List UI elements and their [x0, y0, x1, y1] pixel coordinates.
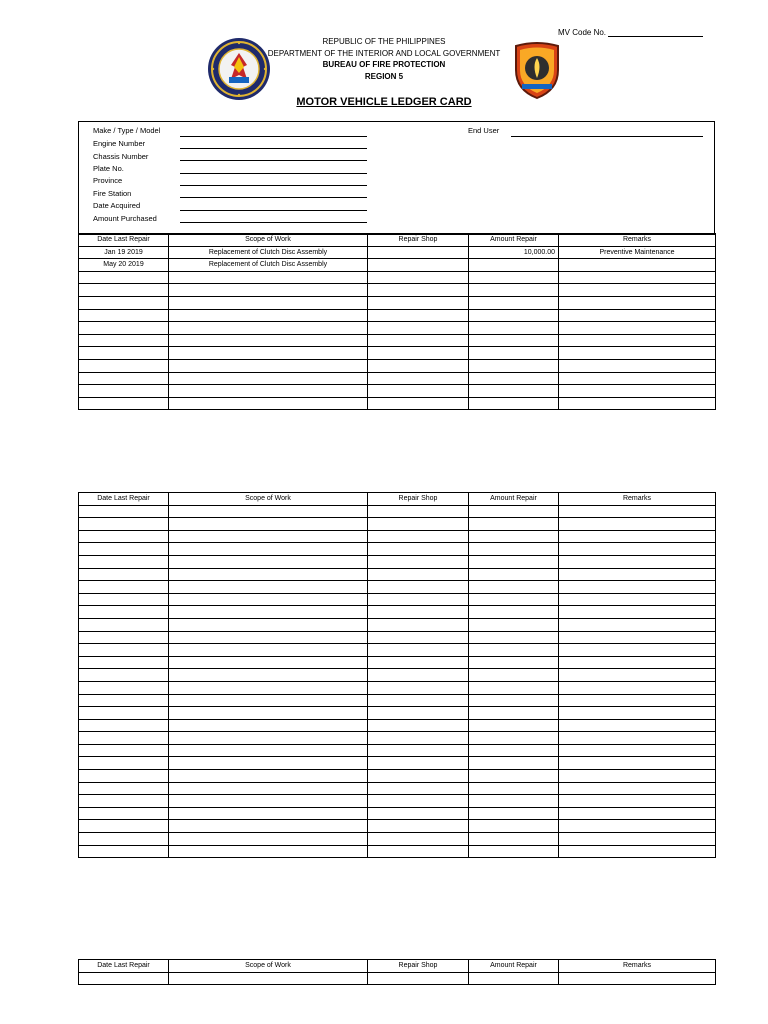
table-row: [79, 694, 716, 707]
table-row: [79, 770, 716, 783]
fire-station-field[interactable]: [180, 197, 367, 198]
repair-shop-cell[interactable]: [368, 581, 469, 594]
repair-date-cell[interactable]: [79, 372, 169, 385]
repair-date-cell[interactable]: [79, 833, 169, 846]
table-row: [79, 833, 716, 846]
table-row: [79, 732, 716, 745]
repair-amount-cell[interactable]: [469, 681, 559, 694]
repair-shop-cell[interactable]: [368, 770, 469, 783]
repair-amount-cell[interactable]: [469, 656, 559, 669]
repair-ledger-table-3: [78, 959, 716, 985]
repair-scope-cell[interactable]: [169, 543, 368, 556]
repair-remarks-cell[interactable]: [559, 694, 716, 707]
repair-shop-cell[interactable]: [368, 271, 469, 284]
repair-scope-cell[interactable]: [169, 606, 368, 619]
repair-date-cell[interactable]: [79, 669, 169, 682]
repair-remarks-cell[interactable]: [559, 833, 716, 846]
repair-date-cell[interactable]: [79, 347, 169, 360]
table-row: [79, 518, 716, 531]
repair-amount-cell[interactable]: [469, 631, 559, 644]
repair-remarks-cell[interactable]: [559, 530, 716, 543]
column-header-date: Date Last Repair: [79, 493, 169, 506]
repair-date-cell[interactable]: [79, 644, 169, 657]
repair-shop-cell[interactable]: [368, 707, 469, 720]
end-user-label: End User: [468, 126, 500, 135]
repair-date-cell[interactable]: [79, 732, 169, 745]
repair-amount-cell[interactable]: [469, 581, 559, 594]
repair-scope-cell[interactable]: [169, 833, 368, 846]
repair-scope-cell[interactable]: [169, 820, 368, 833]
repair-ledger-table-2: [78, 492, 716, 858]
repair-scope-cell[interactable]: [169, 518, 368, 531]
repair-scope-cell[interactable]: [169, 397, 368, 410]
repair-date-cell[interactable]: [79, 757, 169, 770]
repair-amount-cell[interactable]: [469, 505, 559, 518]
repair-remarks-cell[interactable]: [559, 271, 716, 284]
region-line: REGION 5: [364, 72, 404, 81]
repair-shop-cell[interactable]: [368, 518, 469, 531]
repair-scope-cell[interactable]: [169, 568, 368, 581]
repair-remarks-cell[interactable]: [559, 372, 716, 385]
department-line: DEPARTMENT OF THE INTERIOR AND LOCAL GOVERNMENT: [267, 49, 501, 58]
repair-remarks-cell[interactable]: [559, 669, 716, 682]
repair-date-cell[interactable]: [79, 656, 169, 669]
repair-shop-cell[interactable]: [368, 397, 469, 410]
repair-scope-cell[interactable]: [169, 359, 368, 372]
repair-remarks-cell[interactable]: [559, 359, 716, 372]
repair-date-cell[interactable]: [79, 770, 169, 783]
amount-purchased-field[interactable]: [180, 222, 367, 223]
repair-remarks-cell[interactable]: [559, 807, 716, 820]
table-row: [79, 795, 716, 808]
repair-scope-cell[interactable]: [169, 707, 368, 720]
end-user-field[interactable]: [511, 136, 703, 137]
repair-shop-cell[interactable]: [368, 719, 469, 732]
repair-amount-cell[interactable]: [469, 271, 559, 284]
column-header-scope: Scope of Work: [169, 234, 368, 247]
table-row: [79, 246, 716, 259]
repair-scope-cell: Replacement of Clutch Disc Assembly: [169, 246, 368, 259]
repair-scope-cell[interactable]: [169, 309, 368, 322]
repair-shop-cell[interactable]: [368, 732, 469, 745]
repair-amount-cell[interactable]: [469, 593, 559, 606]
repair-shop-cell[interactable]: [368, 359, 469, 372]
repair-amount-cell[interactable]: [469, 795, 559, 808]
repair-amount-cell[interactable]: [469, 296, 559, 309]
repair-amount-cell[interactable]: [469, 669, 559, 682]
table-header-row: [79, 960, 716, 973]
repair-amount-cell[interactable]: [469, 782, 559, 795]
column-header-date: Date Last Repair: [79, 960, 169, 973]
repair-remarks-cell[interactable]: [559, 385, 716, 398]
column-header-shop: Repair Shop: [368, 234, 469, 247]
table-row: [79, 530, 716, 543]
table-row: [79, 757, 716, 770]
repair-remarks-cell[interactable]: [559, 770, 716, 783]
repair-scope-cell[interactable]: [169, 807, 368, 820]
repair-amount-cell[interactable]: [469, 694, 559, 707]
repair-date-cell[interactable]: [79, 972, 169, 985]
repair-date-cell[interactable]: [79, 795, 169, 808]
repair-date-cell[interactable]: [79, 618, 169, 631]
table-row: [79, 744, 716, 757]
repair-date-cell[interactable]: [79, 271, 169, 284]
repair-remarks-cell[interactable]: [559, 707, 716, 720]
repair-amount-cell[interactable]: [469, 770, 559, 783]
repair-shop-cell[interactable]: [368, 757, 469, 770]
repair-date-cell[interactable]: [79, 397, 169, 410]
repair-scope-cell[interactable]: [169, 284, 368, 297]
repair-remarks-cell[interactable]: [559, 681, 716, 694]
repair-scope-cell[interactable]: [169, 744, 368, 757]
column-header-amount: Amount Repair: [469, 493, 559, 506]
repair-date-cell[interactable]: [79, 322, 169, 335]
repair-remarks-cell[interactable]: [559, 631, 716, 644]
repair-amount-cell: 10,000.00: [469, 246, 559, 259]
column-header-amount: Amount Repair: [469, 960, 559, 973]
repair-date-cell[interactable]: [79, 581, 169, 594]
repair-shop-cell[interactable]: [368, 296, 469, 309]
page-title: MOTOR VEHICLE LEDGER CARD: [296, 96, 472, 108]
repair-amount-cell[interactable]: [469, 845, 559, 858]
repair-date-cell[interactable]: [79, 782, 169, 795]
repair-date-cell[interactable]: [79, 309, 169, 322]
engine-number-label: Engine Number: [93, 139, 146, 148]
repair-shop-cell[interactable]: [368, 322, 469, 335]
table-row: [79, 644, 716, 657]
repair-shop-cell[interactable]: [368, 972, 469, 985]
repair-scope-cell[interactable]: [169, 656, 368, 669]
repair-remarks-cell[interactable]: [559, 618, 716, 631]
repair-date-cell[interactable]: [79, 385, 169, 398]
repair-scope-cell[interactable]: [169, 271, 368, 284]
column-header-remarks: Remarks: [559, 493, 716, 506]
table-row: [79, 284, 716, 297]
repair-remarks-cell[interactable]: [559, 296, 716, 309]
repair-shop-cell[interactable]: [368, 555, 469, 568]
repair-shop-cell[interactable]: [368, 833, 469, 846]
repair-remarks-cell[interactable]: [559, 309, 716, 322]
repair-scope-cell[interactable]: [169, 530, 368, 543]
table-row: [79, 505, 716, 518]
repair-remarks-cell[interactable]: [559, 593, 716, 606]
repair-date-cell[interactable]: [79, 694, 169, 707]
repair-remarks-cell[interactable]: [559, 543, 716, 556]
repair-shop-cell[interactable]: [368, 606, 469, 619]
repair-remarks-cell[interactable]: [559, 555, 716, 568]
column-header-remarks: Remarks: [559, 234, 716, 247]
repair-date-cell[interactable]: [79, 593, 169, 606]
table-row: [79, 593, 716, 606]
repair-date-cell[interactable]: [79, 518, 169, 531]
table-row: [79, 347, 716, 360]
repair-date-cell[interactable]: [79, 555, 169, 568]
repair-remarks-cell[interactable]: [559, 322, 716, 335]
table-row: [79, 669, 716, 682]
repair-shop-cell[interactable]: [368, 593, 469, 606]
repair-amount-cell: [469, 259, 559, 272]
repair-date-cell[interactable]: [79, 530, 169, 543]
column-header-remarks: Remarks: [559, 960, 716, 973]
repair-scope-cell[interactable]: [169, 555, 368, 568]
repair-date-cell[interactable]: [79, 568, 169, 581]
repair-amount-cell[interactable]: [469, 322, 559, 335]
repair-shop-cell[interactable]: [368, 385, 469, 398]
repair-remarks-cell[interactable]: [559, 606, 716, 619]
repair-remarks-cell[interactable]: [559, 732, 716, 745]
repair-shop-cell: [368, 259, 469, 272]
repair-scope-cell[interactable]: [169, 347, 368, 360]
repair-shop-cell[interactable]: [368, 694, 469, 707]
repair-date-cell: May 20 2019: [79, 259, 169, 272]
fire-station-label: Fire Station: [93, 189, 132, 198]
repair-shop-cell[interactable]: [368, 644, 469, 657]
table-row: [79, 631, 716, 644]
repair-shop-cell[interactable]: [368, 795, 469, 808]
repair-scope-cell[interactable]: [169, 631, 368, 644]
repair-date-cell[interactable]: [79, 707, 169, 720]
repair-scope-cell[interactable]: [169, 782, 368, 795]
table-row: [79, 385, 716, 398]
repair-remarks-cell: Preventive Maintenance: [559, 246, 716, 259]
repair-scope-cell[interactable]: [169, 770, 368, 783]
repair-shop-cell[interactable]: [368, 568, 469, 581]
repair-remarks-cell[interactable]: [559, 347, 716, 360]
table-header-row: [79, 493, 716, 506]
column-header-scope: Scope of Work: [169, 960, 368, 973]
table-row: [79, 845, 716, 858]
table-row: [79, 271, 716, 284]
repair-amount-cell[interactable]: [469, 385, 559, 398]
repair-remarks-cell[interactable]: [559, 644, 716, 657]
repair-amount-cell[interactable]: [469, 833, 559, 846]
table-header-row: [79, 234, 716, 247]
repair-amount-cell[interactable]: [469, 334, 559, 347]
column-header-date: Date Last Repair: [79, 234, 169, 247]
repair-amount-cell[interactable]: [469, 397, 559, 410]
province-field[interactable]: [180, 185, 367, 186]
republic-line: REPUBLIC OF THE PHILIPPINES: [322, 37, 446, 46]
repair-shop-cell[interactable]: [368, 820, 469, 833]
repair-scope-cell[interactable]: [169, 694, 368, 707]
chassis-number-label: Chassis Number: [93, 152, 149, 161]
repair-remarks-cell[interactable]: [559, 397, 716, 410]
date-acquired-label: Date Acquired: [93, 201, 141, 210]
repair-amount-cell[interactable]: [469, 719, 559, 732]
column-header-shop: Repair Shop: [368, 960, 469, 973]
make-type-model-label: Make / Type / Model: [93, 126, 161, 135]
repair-amount-cell[interactable]: [469, 284, 559, 297]
repair-scope-cell[interactable]: [169, 618, 368, 631]
repair-date-cell[interactable]: [79, 744, 169, 757]
repair-scope-cell[interactable]: [169, 972, 368, 985]
engine-number-field[interactable]: [180, 148, 367, 149]
repair-scope-cell[interactable]: [169, 732, 368, 745]
repair-amount-cell[interactable]: [469, 372, 559, 385]
repair-shop-cell[interactable]: [368, 669, 469, 682]
repair-scope-cell: Replacement of Clutch Disc Assembly: [169, 259, 368, 272]
column-header-shop: Repair Shop: [368, 493, 469, 506]
repair-shop-cell[interactable]: [368, 347, 469, 360]
repair-date-cell[interactable]: [79, 505, 169, 518]
repair-remarks-cell[interactable]: [559, 284, 716, 297]
repair-scope-cell[interactable]: [169, 505, 368, 518]
table-row: [79, 782, 716, 795]
table-row: [79, 618, 716, 631]
repair-date-cell[interactable]: [79, 284, 169, 297]
repair-scope-cell[interactable]: [169, 581, 368, 594]
repair-amount-cell[interactable]: [469, 606, 559, 619]
repair-shop-cell[interactable]: [368, 505, 469, 518]
repair-date-cell[interactable]: [79, 631, 169, 644]
repair-amount-cell[interactable]: [469, 972, 559, 985]
repair-remarks-cell[interactable]: [559, 719, 716, 732]
repair-date-cell[interactable]: [79, 543, 169, 556]
repair-amount-cell[interactable]: [469, 359, 559, 372]
table-row: [79, 972, 716, 985]
table-row: [79, 820, 716, 833]
repair-scope-cell[interactable]: [169, 372, 368, 385]
repair-shop-cell[interactable]: [368, 631, 469, 644]
repair-scope-cell[interactable]: [169, 845, 368, 858]
repair-scope-cell[interactable]: [169, 795, 368, 808]
repair-remarks-cell[interactable]: [559, 505, 716, 518]
repair-shop-cell: [368, 246, 469, 259]
repair-date-cell[interactable]: [79, 845, 169, 858]
repair-shop-cell[interactable]: [368, 807, 469, 820]
repair-date-cell[interactable]: [79, 807, 169, 820]
repair-amount-cell[interactable]: [469, 347, 559, 360]
repair-shop-cell[interactable]: [368, 543, 469, 556]
repair-scope-cell[interactable]: [169, 322, 368, 335]
repair-remarks-cell[interactable]: [559, 795, 716, 808]
plate-no-field[interactable]: [180, 173, 367, 174]
table-row: [79, 707, 716, 720]
repair-scope-cell[interactable]: [169, 719, 368, 732]
repair-amount-cell[interactable]: [469, 555, 559, 568]
table-row: [79, 359, 716, 372]
repair-shop-cell[interactable]: [368, 372, 469, 385]
table-row: [79, 719, 716, 732]
column-header-amount: Amount Repair: [469, 234, 559, 247]
repair-shop-cell[interactable]: [368, 681, 469, 694]
repair-shop-cell[interactable]: [368, 530, 469, 543]
date-acquired-field[interactable]: [180, 210, 367, 211]
repair-amount-cell[interactable]: [469, 568, 559, 581]
repair-scope-cell[interactable]: [169, 681, 368, 694]
repair-scope-cell[interactable]: [169, 644, 368, 657]
chassis-number-field[interactable]: [180, 160, 367, 161]
repair-shop-cell[interactable]: [368, 284, 469, 297]
repair-shop-cell[interactable]: [368, 618, 469, 631]
table-row: [79, 807, 716, 820]
repair-scope-cell[interactable]: [169, 296, 368, 309]
table-row: [79, 296, 716, 309]
repair-remarks-cell[interactable]: [559, 581, 716, 594]
repair-remarks-cell[interactable]: [559, 334, 716, 347]
repair-remarks-cell[interactable]: [559, 656, 716, 669]
repair-amount-cell[interactable]: [469, 707, 559, 720]
province-label: Province: [93, 176, 123, 185]
repair-date-cell: Jan 19 2019: [79, 246, 169, 259]
table-row: [79, 309, 716, 322]
plate-no-label: Plate No.: [93, 164, 124, 173]
table-row: [79, 681, 716, 694]
table-row: [79, 606, 716, 619]
vehicle-info-box: [78, 121, 715, 235]
repair-amount-cell[interactable]: [469, 644, 559, 657]
table-row: [79, 568, 716, 581]
repair-amount-cell[interactable]: [469, 757, 559, 770]
repair-amount-cell[interactable]: [469, 309, 559, 322]
table-row: [79, 334, 716, 347]
repair-amount-cell[interactable]: [469, 820, 559, 833]
table-row: [79, 372, 716, 385]
repair-remarks-cell[interactable]: [559, 782, 716, 795]
table-row: [79, 322, 716, 335]
repair-shop-cell[interactable]: [368, 334, 469, 347]
repair-shop-cell[interactable]: [368, 309, 469, 322]
repair-date-cell[interactable]: [79, 359, 169, 372]
repair-amount-cell[interactable]: [469, 744, 559, 757]
table-row: [79, 259, 716, 272]
repair-ledger-table-1: [78, 233, 716, 410]
repair-scope-cell[interactable]: [169, 334, 368, 347]
table-row: [79, 581, 716, 594]
repair-shop-cell[interactable]: [368, 782, 469, 795]
repair-amount-cell[interactable]: [469, 530, 559, 543]
amount-purchased-label: Amount Purchased: [93, 214, 157, 223]
repair-date-cell[interactable]: [79, 820, 169, 833]
bureau-line: BUREAU OF FIRE PROTECTION: [322, 60, 446, 69]
repair-remarks-cell[interactable]: [559, 845, 716, 858]
repair-amount-cell[interactable]: [469, 732, 559, 745]
repair-date-cell[interactable]: [79, 334, 169, 347]
repair-remarks-cell: [559, 259, 716, 272]
repair-amount-cell[interactable]: [469, 807, 559, 820]
repair-remarks-cell[interactable]: [559, 820, 716, 833]
repair-date-cell[interactable]: [79, 681, 169, 694]
repair-remarks-cell[interactable]: [559, 744, 716, 757]
repair-shop-cell[interactable]: [368, 845, 469, 858]
repair-remarks-cell[interactable]: [559, 518, 716, 531]
repair-scope-cell[interactable]: [169, 385, 368, 398]
mv-code-label: MV Code No.: [558, 28, 607, 37]
repair-scope-cell[interactable]: [169, 669, 368, 682]
repair-shop-cell[interactable]: [368, 744, 469, 757]
column-header-scope: Scope of Work: [169, 493, 368, 506]
repair-shop-cell[interactable]: [368, 656, 469, 669]
table-row: [79, 656, 716, 669]
repair-scope-cell[interactable]: [169, 593, 368, 606]
repair-amount-cell[interactable]: [469, 518, 559, 531]
repair-date-cell[interactable]: [79, 606, 169, 619]
repair-remarks-cell[interactable]: [559, 568, 716, 581]
repair-date-cell[interactable]: [79, 296, 169, 309]
table-row: [79, 543, 716, 556]
table-row: [79, 397, 716, 410]
table-row: [79, 555, 716, 568]
repair-amount-cell[interactable]: [469, 543, 559, 556]
make-type-model-field[interactable]: [180, 136, 367, 137]
repair-amount-cell[interactable]: [469, 618, 559, 631]
repair-remarks-cell[interactable]: [559, 757, 716, 770]
repair-date-cell[interactable]: [79, 719, 169, 732]
repair-remarks-cell[interactable]: [559, 972, 716, 985]
repair-scope-cell[interactable]: [169, 757, 368, 770]
